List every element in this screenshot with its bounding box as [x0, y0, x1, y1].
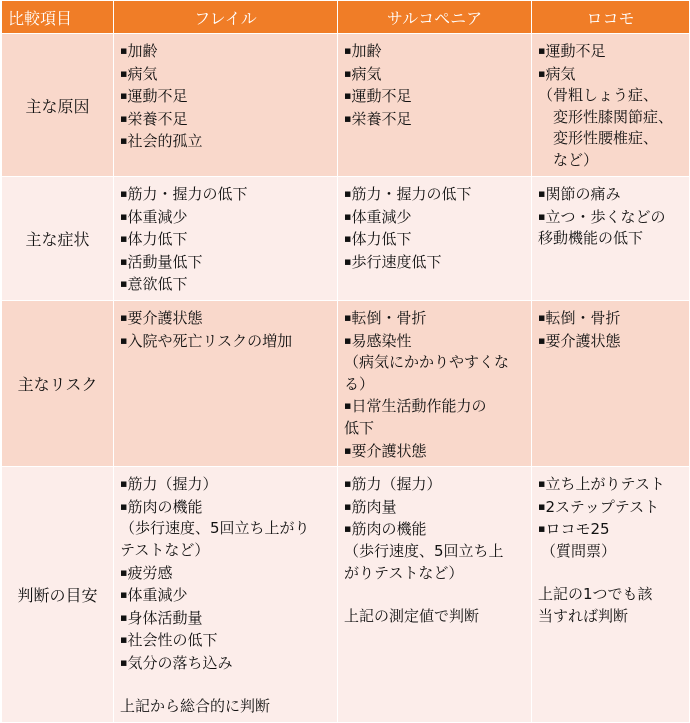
list-item: ▪ 病気: [120, 63, 331, 86]
cell-frailty-symptoms: [114, 177, 338, 301]
row-label: 主な原因: [2, 34, 114, 177]
list-item: ▪ 筋力（握力）: [120, 473, 331, 496]
list-item: ▪ 病気: [344, 63, 525, 86]
summary-text: 上記から総合的に判断: [120, 697, 271, 716]
list-item: ▪ 体重減少: [120, 584, 331, 607]
list-item-continuation: 低下: [344, 418, 375, 437]
list-item: ▪ 加齢: [120, 40, 331, 63]
list-item-continuation: 移動機能の低下: [538, 229, 644, 248]
list-item: ▪ 社会性の低下: [120, 629, 331, 652]
list-note: （歩行速度、5回立ち上がり: [120, 519, 310, 538]
list-item: ▪ 日常生活動作能力の: [344, 395, 525, 418]
list-note: （質問票）: [541, 541, 617, 560]
list-item: ▪ 運動不足: [120, 85, 331, 108]
summary-text: 上記の1つでも該: [538, 585, 653, 604]
header-locomo: ロコモ: [532, 1, 690, 34]
header-corner: 比較項目: [2, 1, 114, 34]
list-item: ▪ 立ち上がりテスト: [538, 473, 683, 496]
summary-text: 当すれば判断: [538, 606, 629, 625]
list-item: ▪ 病気: [538, 63, 683, 86]
list-note: 変形性膝関節症、: [553, 107, 674, 126]
list-item: ▪ 筋肉量: [344, 496, 525, 519]
list-item: ▪ 易感染性: [344, 330, 525, 353]
list-note: がりテストなど）: [344, 563, 464, 582]
row-symptoms: [2, 177, 690, 301]
cell-frailty-criteria: [114, 467, 338, 723]
cell-locomo-symptoms: [532, 177, 690, 301]
cell-locomo-criteria: [532, 467, 690, 723]
summary-text: 上記の測定値で判断: [344, 606, 480, 625]
spacer: [538, 563, 683, 585]
list-item: ▪ 入院や死亡リスクの増加: [120, 330, 331, 353]
cell-frailty-causes: [114, 34, 338, 177]
spacer: [120, 674, 331, 696]
list-item: ▪ 転倒・骨折: [344, 307, 525, 330]
row-label: 主なリスク: [2, 300, 114, 466]
row-label: 主な症状: [2, 177, 114, 301]
list-item: ▪ ロコモ25: [538, 518, 683, 541]
list-item: ▪ 要介護状態: [538, 330, 683, 353]
cell-sarcopenia-risks: [338, 300, 532, 466]
header-sarcopenia: サルコペニア: [338, 1, 532, 34]
list-item: ▪ 運動不足: [344, 85, 525, 108]
list-note: 変形性腰椎症、: [553, 129, 659, 148]
cell-sarcopenia-symptoms: [338, 177, 532, 301]
list-item: ▪ 関節の痛み: [538, 183, 683, 206]
list-item: ▪ 要介護状態: [344, 440, 525, 463]
list-item: ▪ 筋力・握力の低下: [120, 183, 331, 206]
header-frailty: フレイル: [114, 1, 338, 34]
cell-frailty-risks: [114, 300, 338, 466]
list-note: （病気にかかりやすくなる）: [344, 353, 510, 393]
spacer: [344, 584, 525, 606]
list-note: など）: [553, 150, 599, 169]
row-risks: [2, 300, 690, 466]
list-item: ▪ 筋肉の機能: [344, 518, 525, 541]
list-item: ▪ 栄養不足: [344, 108, 525, 131]
row-causes: [2, 34, 690, 177]
list-item: ▪ 身体活動量: [120, 607, 331, 630]
list-item: ▪ 要介護状態: [120, 307, 331, 330]
list-item: ▪ 体重減少: [344, 206, 525, 229]
list-item: ▪ 疲労感: [120, 562, 331, 585]
list-item: ▪ 気分の落ち込み: [120, 652, 331, 675]
list-item: ▪ 栄養不足: [120, 108, 331, 131]
list-item: ▪ 体力低下: [344, 228, 525, 251]
list-item: ▪ 加齢: [344, 40, 525, 63]
cell-locomo-causes: [532, 34, 690, 177]
list-item: ▪ 立つ・歩くなどの: [538, 206, 683, 229]
cell-sarcopenia-criteria: [338, 467, 532, 723]
list-item: ▪ 転倒・骨折: [538, 307, 683, 330]
list-item: ▪ 体重減少: [120, 206, 331, 229]
list-item: ▪ 意欲低下: [120, 273, 331, 296]
row-label: 判断の目安: [2, 467, 114, 723]
list-item: ▪ 社会的孤立: [120, 130, 331, 153]
list-item: ▪ 体力低下: [120, 228, 331, 251]
list-note: （歩行速度、5回立ち上: [344, 541, 504, 560]
list-note: テストなど）: [120, 540, 210, 559]
list-item: ▪ 筋力・握力の低下: [344, 183, 525, 206]
list-note: （骨粗しょう症、: [538, 86, 659, 105]
list-item: ▪ 筋力（握力）: [344, 473, 525, 496]
cell-sarcopenia-causes: [338, 34, 532, 177]
header-row: [2, 1, 690, 34]
list-item: ▪ 運動不足: [538, 40, 683, 63]
list-item: ▪ 2ステップテスト: [538, 496, 683, 519]
list-item: ▪ 筋肉の機能: [120, 496, 331, 519]
comparison-table: [1, 0, 690, 723]
cell-locomo-risks: [532, 300, 690, 466]
list-item: ▪ 歩行速度低下: [344, 251, 525, 274]
row-criteria: [2, 467, 690, 723]
list-item: ▪ 活動量低下: [120, 251, 331, 274]
